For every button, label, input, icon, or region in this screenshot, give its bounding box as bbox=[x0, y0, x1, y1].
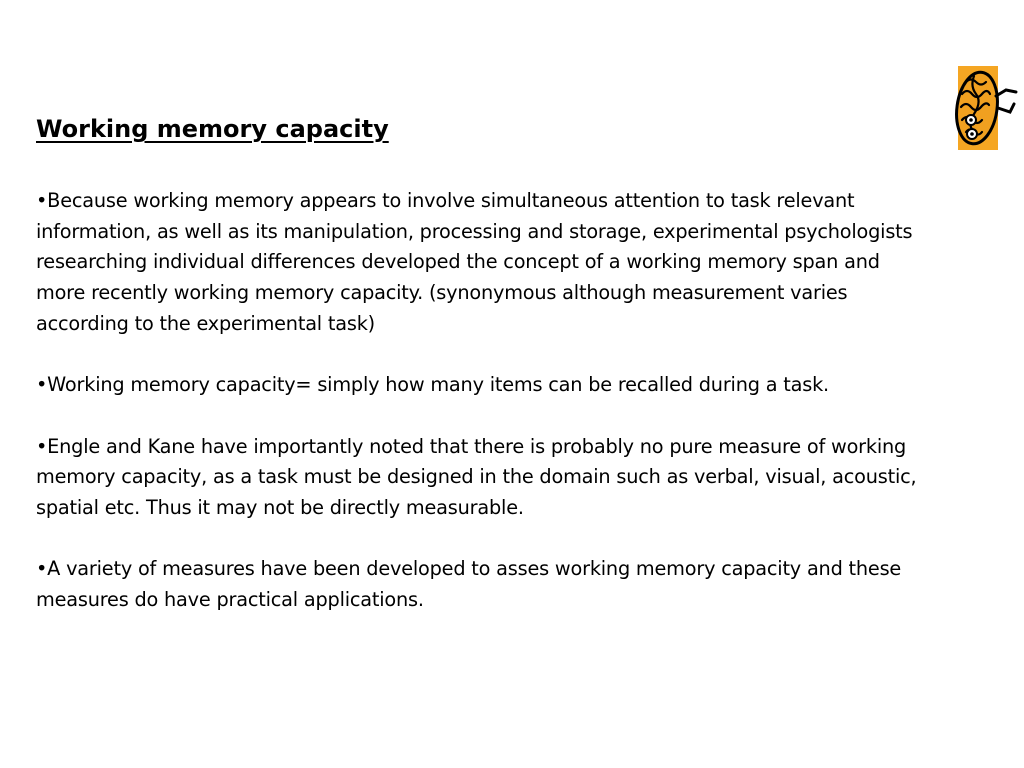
slide-title: Working memory capacity bbox=[36, 115, 389, 143]
bullet-item-engle-kane: •Engle and Kane have importantly noted that there is probably no pure measure of working memory capacity, as a task must be designed in the domain such as verbal, visual, acoustic, spatial etc. Thus it may not be directly measurable. bbox=[36, 434, 917, 519]
bullet-item-wm-definition: •Because working memory appears to involve simultaneous attention to task relevant information, as well as its manipulation, processing and storage, experimental psychologists researching individual differences developed the concept of a working memory span and more recently working memory capacity. (synonymous although measurement varies according to the experimental task) bbox=[36, 189, 913, 335]
bullet-item-wm-capacity: •Working memory capacity= simply how many items can be recalled during a task. bbox=[36, 373, 829, 397]
bullet-list bbox=[36, 186, 926, 646]
brain-character-icon bbox=[952, 62, 1024, 158]
bullet-item-measures: •A variety of measures have been developed to asses working memory capacity and these measures do have practical applications. bbox=[36, 557, 902, 612]
brain-limbs bbox=[996, 90, 1016, 112]
